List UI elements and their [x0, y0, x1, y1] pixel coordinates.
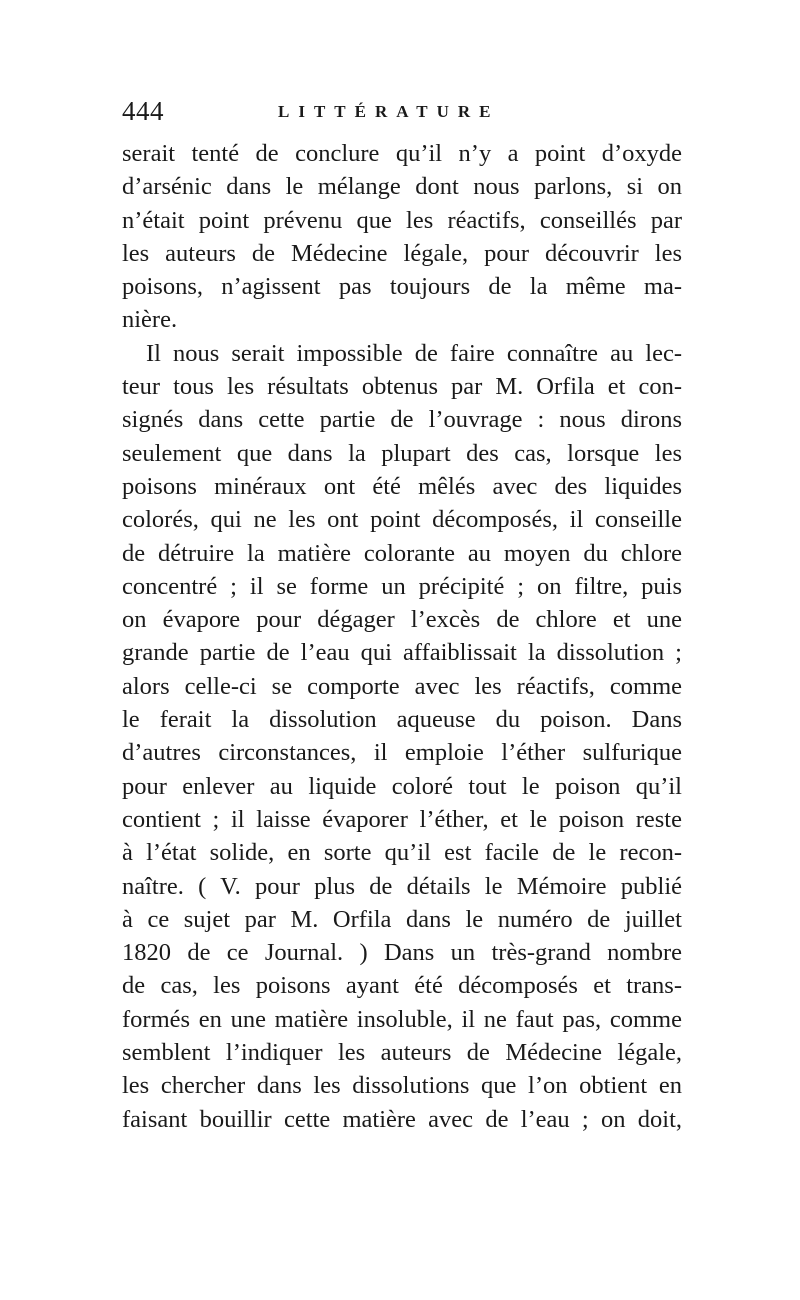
text-line: à l’état solide, en sorte qu’il est facile de le recon-	[122, 839, 682, 867]
page-number: 444	[122, 96, 164, 126]
text-line: n’était point prévenu que les réactifs, conseillés par	[122, 206, 682, 234]
text-line: nière.	[122, 306, 178, 334]
text-line: teur tous les résultats obtenus par M. Orfila et con-	[122, 373, 682, 401]
body-text	[122, 137, 682, 1136]
text-line: les chercher dans les dissolutions que l’on obtient en	[122, 1072, 682, 1100]
text-line: concentré ; il se forme un précipité ; on filtre, puis	[122, 572, 682, 600]
text-line: de détruire la matière colorante au moyen du chlore	[122, 539, 682, 567]
text-line: poisons minéraux ont été mêlés avec des liquides	[122, 472, 682, 500]
text-line: serait tenté de conclure qu’il n’y a point d’oxyde	[122, 140, 682, 167]
text-line: on évapore pour dégager l’excès de chlore et une	[122, 606, 682, 634]
text-line: d’arsénic dans le mélange dont nous parlons, si on	[122, 173, 682, 201]
text-line: grande partie de l’eau qui affaiblissait la dissolution ;	[122, 639, 682, 667]
text-line: contient ; il laisse évaporer l’éther, et le poison reste	[122, 805, 682, 833]
text-line: d’autres circonstances, il emploie l’éther sulfurique	[122, 739, 682, 767]
text-line: seulement que dans la plupart des cas, lorsque les	[122, 439, 682, 467]
text-line: Il nous serait impossible de faire connaître au lec-	[146, 339, 682, 367]
text-line: 1820 de ce Journal. ) Dans un très-grand nombre	[122, 939, 682, 967]
text-line: les auteurs de Médecine légale, pour découvrir les	[122, 239, 682, 267]
text-line: pour enlever au liquide coloré tout le poison qu’il	[122, 772, 682, 800]
text-line: signés dans cette partie de l’ouvrage : nous dirons	[122, 406, 682, 434]
text-line: faisant bouillir cette matière avec de l’eau ; on doit,	[122, 1105, 682, 1133]
text-line: à ce sujet par M. Orfila dans le numéro de juillet	[122, 905, 682, 933]
text-line: semblent l’indiquer les auteurs de Médecine légale,	[122, 1039, 682, 1067]
running-title: LITTÉRATURE	[278, 102, 500, 121]
page-header	[122, 96, 682, 136]
text-line: naître. ( V. pour plus de détails le Mémoire publié	[122, 872, 682, 900]
text-line: colorés, qui ne les ont point décomposés, il conseille	[122, 506, 682, 534]
text-line: formés en une matière insoluble, il ne faut pas, comme	[122, 1005, 682, 1033]
text-line: le ferait la dissolution aqueuse du poison. Dans	[122, 706, 682, 734]
text-line: de cas, les poisons ayant été décomposés et trans-	[122, 972, 682, 1000]
text-line: poisons, n’agissent pas toujours de la même ma-	[122, 273, 682, 301]
text-line: alors celle-ci se comporte avec les réactifs, comme	[122, 672, 682, 700]
